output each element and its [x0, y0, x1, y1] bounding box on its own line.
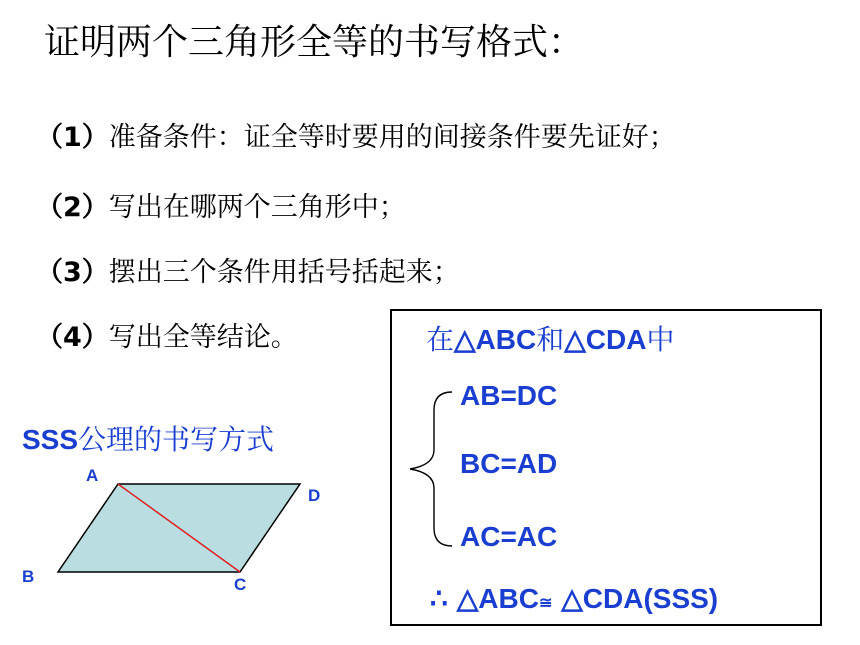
vertex-label-b: B [22, 567, 35, 586]
vertex-label-d: D [308, 486, 321, 505]
proof-intro-and: 和 [536, 323, 565, 356]
step-text: 写出在哪两个三角形中； [108, 192, 406, 223]
congruent-symbol: ≅ [538, 595, 553, 612]
step-number: （4） [36, 322, 109, 353]
step-number: （1） [36, 122, 109, 153]
condition-2: BC=AD [460, 448, 558, 479]
step-number: （2） [36, 192, 109, 223]
step-text: 摆出三个条件用括号括起来； [108, 257, 460, 288]
triangle-cda: △CDA [564, 324, 647, 355]
result-left: △ABC [456, 583, 539, 614]
proof-intro-pre: 在 [426, 323, 455, 356]
therefore-symbol: ∴ [430, 583, 448, 614]
step-text: 准备条件：证全等时要用的间接条件要先证好； [108, 122, 676, 153]
proof-intro-post: 中 [646, 323, 675, 356]
triangle-abc: △ABC [454, 324, 537, 355]
step-text: 写出全等结论。 [108, 322, 298, 353]
vertex-label-a: A [86, 466, 99, 485]
page-title: 证明两个三角形全等的书写格式： [44, 22, 585, 63]
condition-1: AB=DC [460, 380, 558, 411]
vertex-label-c: C [234, 575, 247, 594]
step-number: （3） [36, 257, 109, 288]
proof-conclusion [430, 582, 718, 615]
result-right: △CDA(SSS) [561, 583, 719, 614]
condition-3: AC=AC [460, 521, 558, 552]
sss-caption-text: 公理的书写方式 [78, 423, 275, 456]
sss-prefix: SSS [22, 424, 79, 455]
